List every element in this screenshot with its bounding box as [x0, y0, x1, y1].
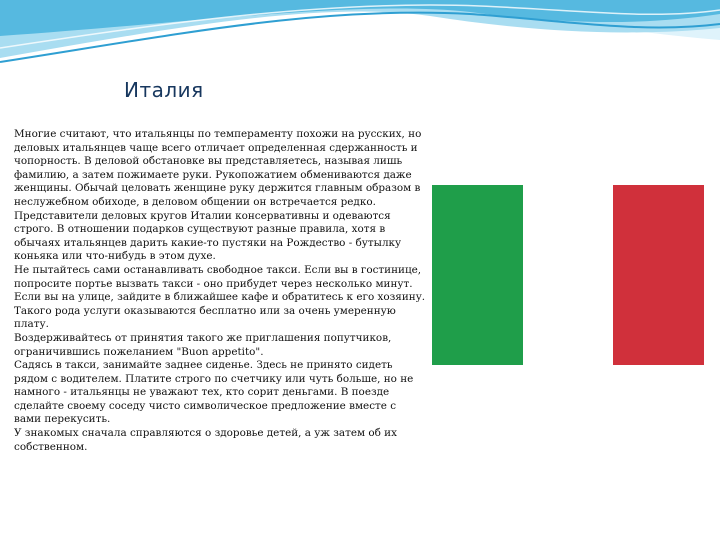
flag-band-white [523, 185, 614, 365]
slide-title: Италия [124, 78, 204, 102]
flag-band-green [432, 185, 523, 365]
paragraph-taxi-hailing: Не пытайтесь сами останавливать свободное такси. Если вы в гостинице, попросите портье вызвать такси - оно прибудет через несколько минут. Если вы на улице, зайдите в ближайшее кафе и обратитесь к его хозяину. Такого рода услуги оказываются бесплатно или за очень умеренную плату. [14, 263, 426, 331]
paragraph-taxi-seating: Садясь в такси, занимайте заднее сиденье. Здесь не принято сидеть рядом с водителем. Платите строго по счетчику или чуть больше, но не намного - итальянцы не уважают тех, кто сорит деньгами. В поезде сделайте своему соседу чисто символическое предложение вместе с вами перекусить. [14, 359, 414, 426]
italian-flag-image [432, 185, 704, 365]
flag-band-red [613, 185, 704, 365]
paragraph-business-etiquette: Многие считают, что итальянцы по темпераменту похожи на русских, но деловых итальянцев чаще всего отличает определенная сдержанность и чопорность. В деловой обстановке вы представляетесь, называя лишь фамилию, а затем пожимаете руки. Рукопожатием обмениваются даже женщины. Обычай целовать женщине руку держится главным образом в неслужебном обиходе, в деловом общении он встречается редко. Представители деловых кругов Италии консервативны и одеваются строго. В отношении подарков существуют разные правила, хотя в обычаях итальянцев дарить какие-то пустяки на Рождество - бутылку коньяка или что-нибудь в этом духе. [14, 128, 422, 263]
paragraph-invitations: Воздерживайтесь от принятия такого же приглашения попутчиков, ограничившись пожеланием "Buon appetito". [14, 331, 392, 358]
paragraph-acquaintances: У знакомых сначала справляются о здоровье детей, а уж затем об их собственном. [14, 427, 397, 453]
body-text [14, 128, 426, 454]
decorative-wave-header [0, 0, 720, 80]
